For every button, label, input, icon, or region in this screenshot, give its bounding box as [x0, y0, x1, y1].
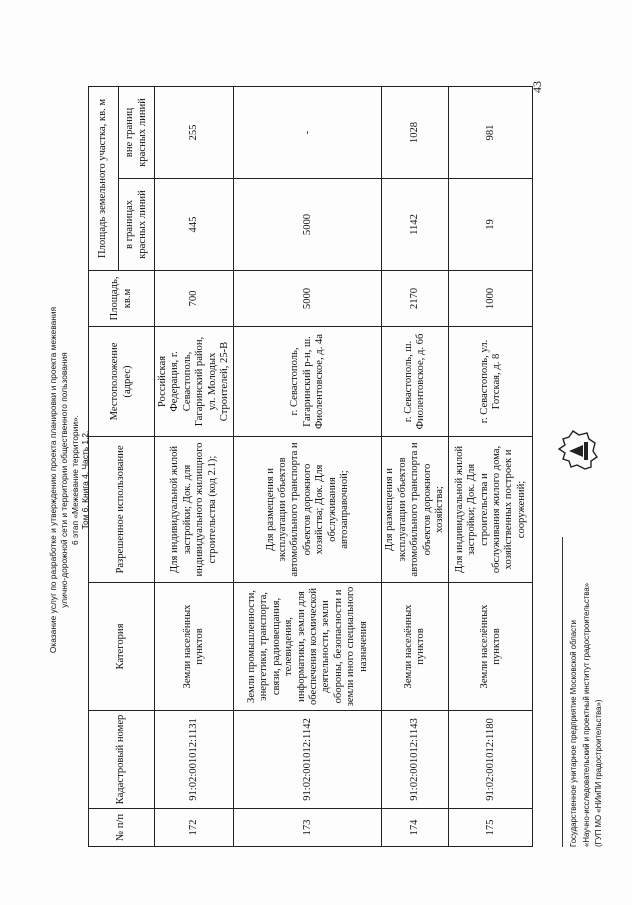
- cell-cadastral: 91:02:001012:1142: [234, 711, 382, 809]
- header-cadastral: Кадастровый номер: [89, 711, 155, 809]
- cell-cadastral: 91:02:001012:1143: [382, 711, 449, 809]
- footer-line-2: «Научно-исследовательский и проектный институт градостроительства»: [581, 582, 591, 847]
- header-usage: Разрешенное использование: [89, 437, 155, 583]
- cell-outside: 981: [449, 86, 533, 178]
- cell-cadastral: 91:02:001012:1131: [155, 711, 234, 809]
- cell-num: 175: [449, 809, 533, 847]
- table-row: [155, 86, 234, 846]
- footer-divider: [562, 537, 563, 847]
- cell-category: Земли населённых пунктов: [382, 583, 449, 711]
- cell-usage: Для размещения и эксплуатации объектов автомобильного транспорта и объектов дорожного хозяйства;: [382, 437, 449, 583]
- header-location: Местоположение (адрес): [89, 327, 155, 437]
- table-row: [234, 86, 382, 846]
- footer-line-1: Государственное унитарное предприятие Московской области: [569, 620, 578, 847]
- cell-usage: Для размещения и эксплуатации объектов автомобильного транспорта и объектов дорожного хозяйства; Док. Для обслуживания автозаправочной;: [234, 437, 382, 583]
- footer-line-3: (ГУП МО «НИиПИ градостроительства»): [594, 699, 604, 847]
- cell-inside: 1142: [382, 179, 449, 271]
- cell-outside: -: [234, 86, 382, 178]
- document-footer: [568, 583, 606, 847]
- table-header-row: [89, 86, 119, 846]
- cell-num: 174: [382, 809, 449, 847]
- cell-category: Земли населённых пунктов: [155, 583, 234, 711]
- cell-location: г. Севастополь, ул. Готская, д. 8: [449, 327, 533, 437]
- table-row: [382, 86, 449, 846]
- cell-inside: 5000: [234, 179, 382, 271]
- document-header: [48, 185, 91, 775]
- cell-usage: Для индивидуальной жилой застройки; Док. Для строительства и обслуживания жилого дома, хозяйственных построек и сооружений;: [449, 437, 533, 583]
- header-land-area-group: Площадь земельного участка, кв. м: [89, 86, 119, 270]
- cell-location: г. Севастополь, ш. Фиолентовское, д. 6б: [382, 327, 449, 437]
- header-num: № п/п: [89, 809, 155, 847]
- header-line-1: Оказание услуг по разработке и утверждению проекта планировки и проекта межевания: [48, 306, 58, 654]
- header-inside-red-lines: в границах красных линий: [119, 179, 155, 271]
- header-outside-red-lines: вне границ красных линий: [119, 86, 155, 178]
- header-line-2: улично-дорожной сети и территории общественного пользования: [58, 352, 69, 608]
- cell-inside: 445: [155, 179, 234, 271]
- cell-category: Земли промышленности, энергетики, транспорта, связи, радиовещания, телевидения, информатики, земли для обеспечения космической деятельности, земли обороны, безопасности и земли иного специального назначения: [234, 583, 382, 711]
- cell-area: 2170: [382, 271, 449, 327]
- institute-logo-icon: [555, 429, 599, 473]
- cell-category: Земли населённых пунктов: [449, 583, 533, 711]
- header-line-4: Том 6. Книга 4. Часть 1.2.: [80, 430, 91, 530]
- cell-cadastral: 91:02:001012:1180: [449, 711, 533, 809]
- table-row: [449, 86, 533, 846]
- cell-location: Российская Федерация, г. Севастополь, Гагаринский район, ул. Молодых Строителей, 25-В: [155, 327, 234, 437]
- cell-area: 700: [155, 271, 234, 327]
- cell-usage: Для индивидуальной жилой застройки; Док. для индивидуального жилищного строительства (код 2.1);: [155, 437, 234, 583]
- cell-area: 5000: [234, 271, 382, 327]
- cell-inside: 19: [449, 179, 533, 271]
- header-area: Площадь, кв.м: [89, 271, 155, 327]
- page-number: 43: [530, 81, 544, 93]
- cell-num: 173: [234, 809, 382, 847]
- cell-area: 1000: [449, 271, 533, 327]
- cell-num: 172: [155, 809, 234, 847]
- header-category: Категория: [89, 583, 155, 711]
- cell-outside: 255: [155, 86, 234, 178]
- header-line-3: 6 этап «Межевание территории».: [69, 415, 80, 545]
- cell-outside: 1028: [382, 86, 449, 178]
- land-plots-table: [88, 86, 533, 847]
- cell-location: г. Севастополь, Гагаринский р-н, ш. Фиолентовское, д. 4а: [234, 327, 382, 437]
